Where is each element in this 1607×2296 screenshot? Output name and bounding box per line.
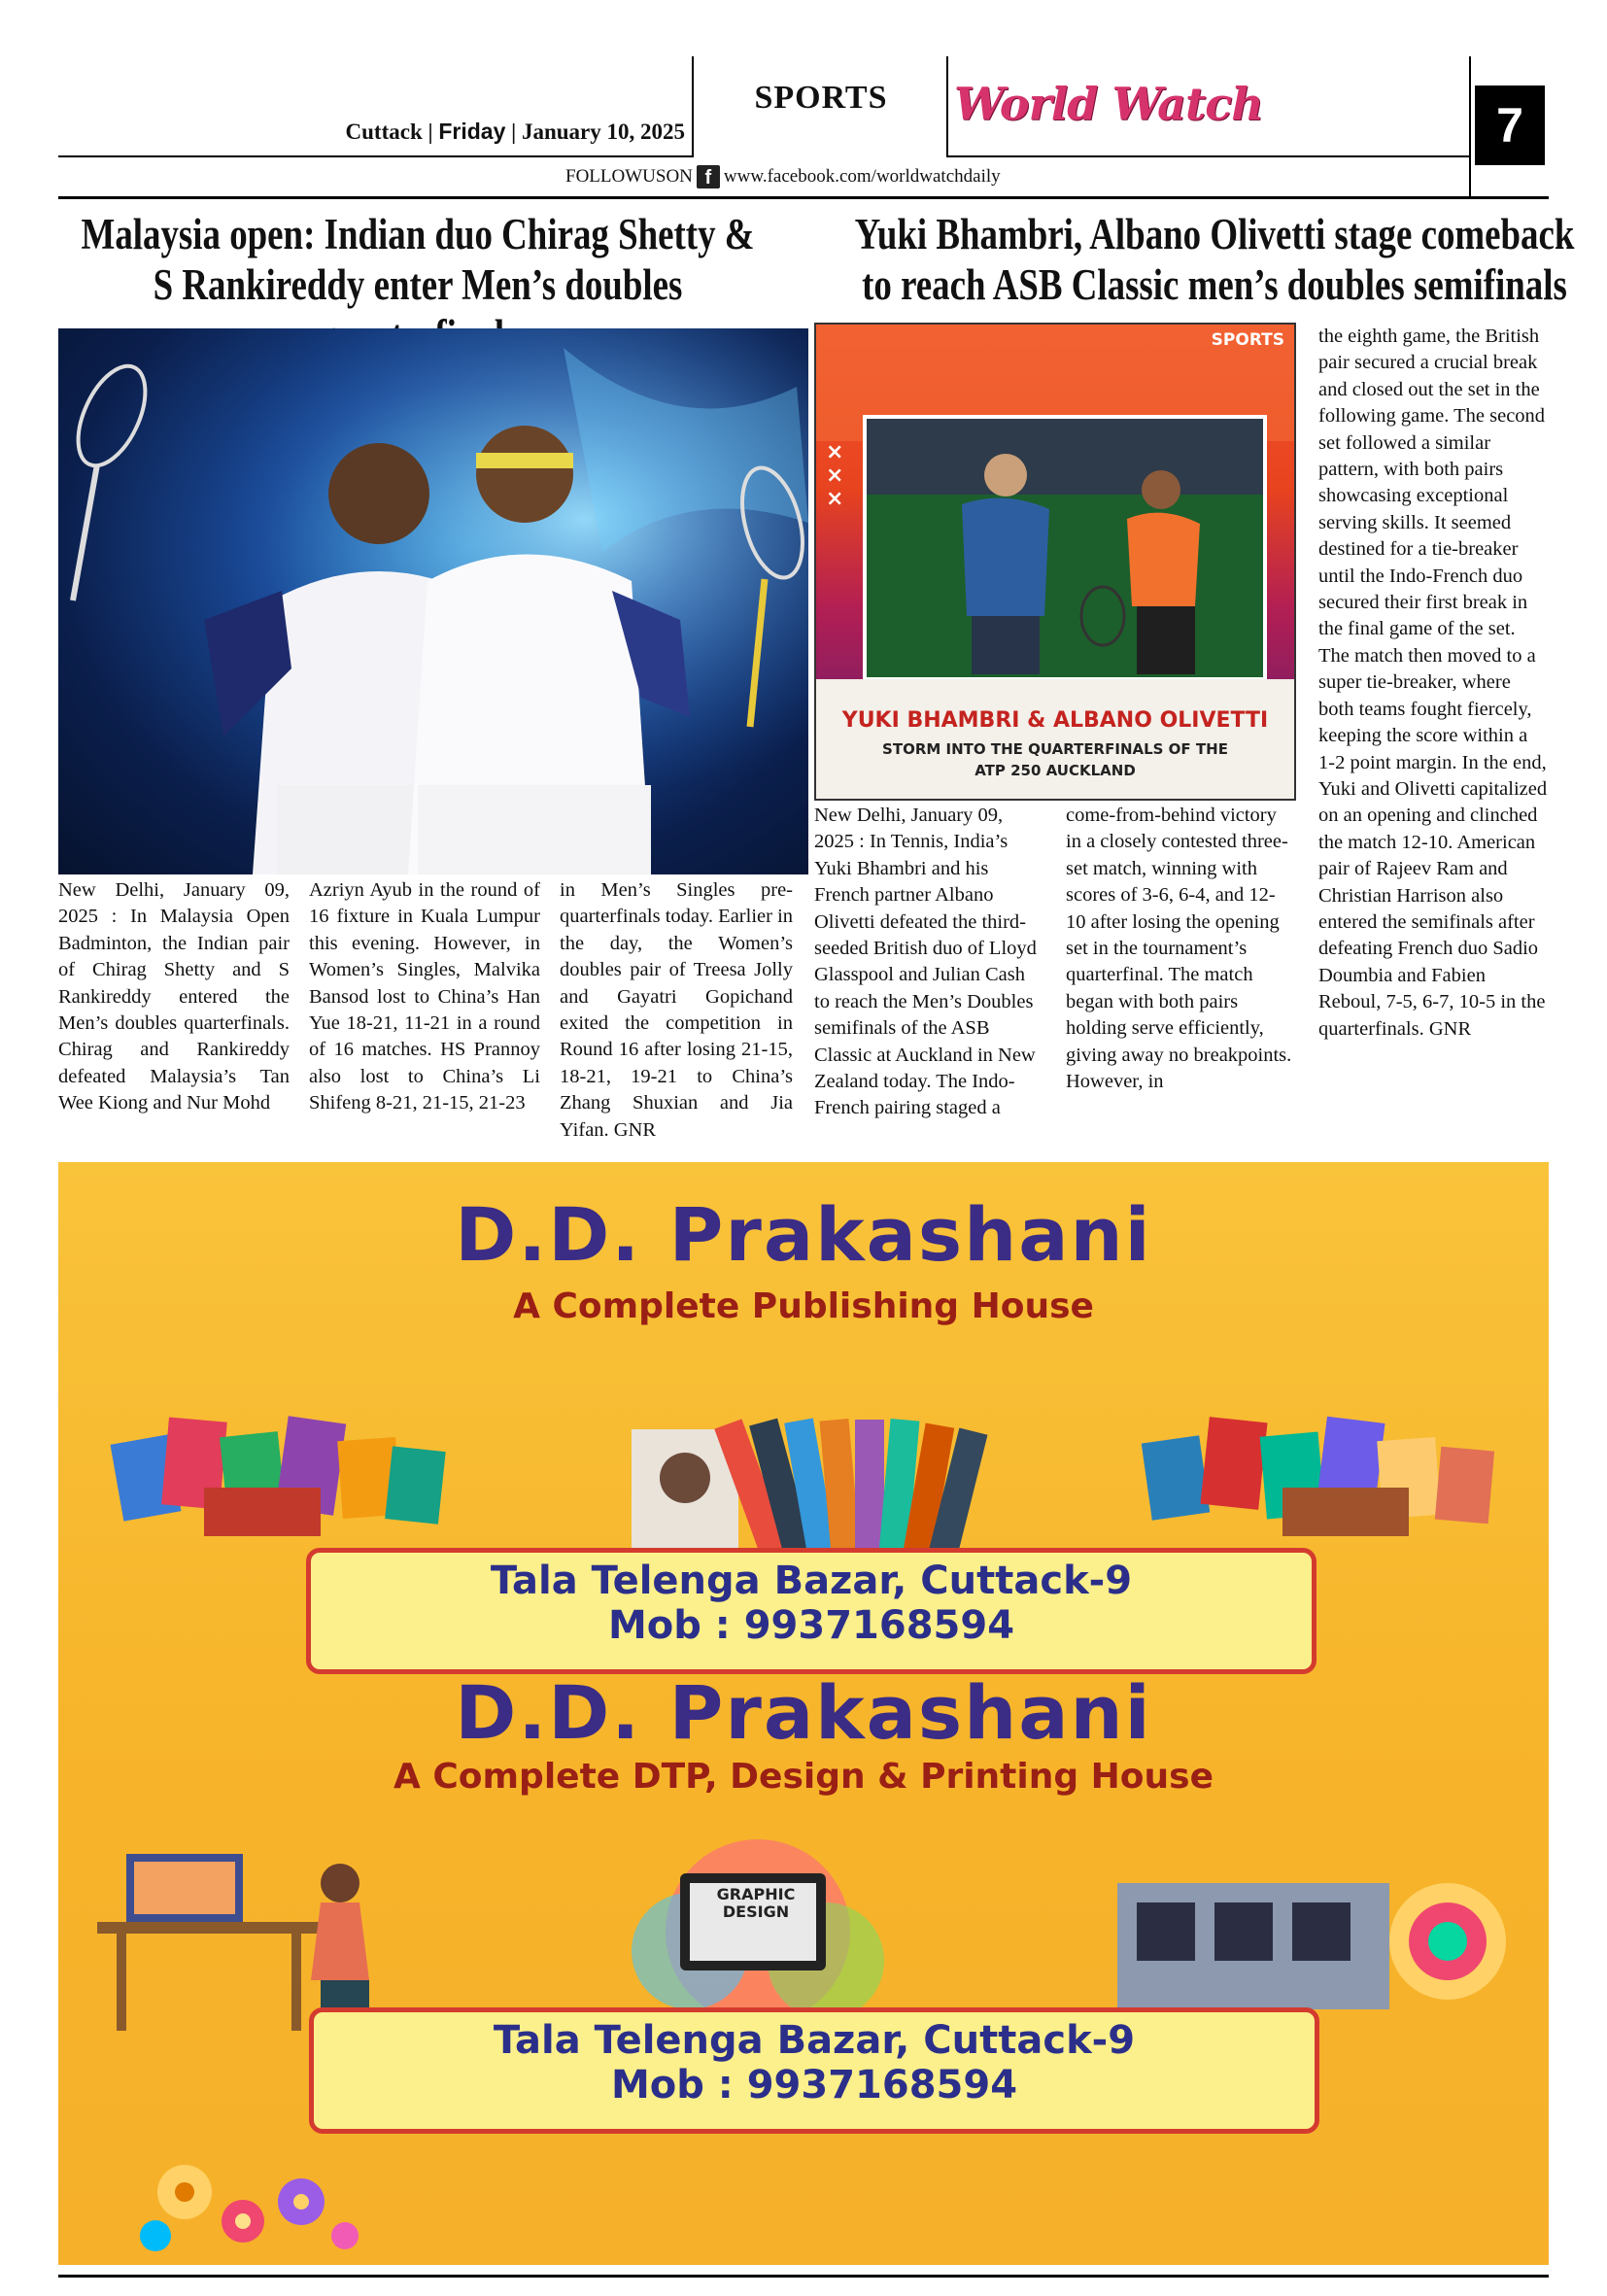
tennis-graphic — [814, 323, 1296, 801]
x-mark-3: × — [826, 487, 844, 511]
right-article-col-1: New Delhi, January 09, 2025 : In Tennis, India’s Yuki Bhambri and his French partner Albano Olivetti defeated the third-seeded British duo of Lloyd Glasspool and Julian Cash to reach the Men’s Doubles semifinals of the ASB Classic at Auckland in New Zealand today. The Indo-French pairing staged a — [814, 805, 1037, 1119]
dateline-date: January 10, 2025 — [521, 120, 685, 144]
printing-press-art — [1117, 1883, 1506, 2009]
brand-logo: World Watch — [954, 78, 1263, 130]
dateline-weekday: Friday — [438, 119, 506, 144]
masthead-divider-1 — [692, 56, 694, 157]
graphic-design-sign: GRAPHIC DESIGN — [716, 1885, 796, 1921]
dd-prakashani-advert — [58, 1162, 1549, 2265]
masthead-rule-top — [58, 155, 692, 157]
section-title: SPORTS — [754, 80, 888, 116]
graphic-subtitle-2: ATP 250 AUCKLAND — [974, 762, 1136, 779]
flowers-decoration — [126, 2134, 379, 2260]
advert-phone-2[interactable]: Mob : 9937168594 — [610, 2063, 1018, 2108]
x-marks — [826, 441, 843, 511]
right-article-col-2: come-from-behind victory in a closely contested three-set match, winning with scores of 3-6, 6-4, and 12-10 after losing the opening set in the tournament’s quarterfinal. The match began with both pairs holding serve efficiently, giving away no breakpoints. However, in — [1066, 805, 1292, 1093]
masthead-divider-3 — [1469, 56, 1471, 197]
masthead-divider-2 — [946, 56, 948, 157]
advert-phone-1[interactable]: Mob : 9937168594 — [607, 1603, 1015, 1648]
sports-badge: SPORTS — [1211, 330, 1284, 350]
facebook-link[interactable]: www.facebook.com/worldwatchdaily — [723, 166, 1001, 187]
graphic-title: YUKI BHAMBRI & ALBANO OLIVETTI — [841, 708, 1269, 733]
left-headline: Malaysia open: Indian duo Chirag Shetty & S Rankireddy enter Men’s doubles — [81, 210, 755, 309]
dateline-city: Cuttack — [345, 120, 423, 144]
badminton-players-photo — [58, 328, 808, 874]
advert-address-2: Tala Telenga Bazar, Cuttack-9 — [493, 2018, 1136, 2063]
advert-title-2: D.D. Prakashani — [455, 1669, 1152, 1756]
follow-line — [565, 165, 1001, 188]
right-headline: Yuki Bhambri, Albano Olivetti stage comeback to reach ASB Classic men’s doubles semifinals — [854, 210, 1575, 309]
right-article-side-column: the eighth game, the British pair secured a crucial break and closed out the set in the following game. The second set followed a similar pattern, with both pairs showcasing exceptional serving skills. It seemed destined for a tie-breaker until the Indo-French duo secured their first break in the final game of the set. The match then moved to a super tie-breaker, where both teams fought fiercely, keeping the score within a 1-2 point margin. In the end, Yuki and Olivetti capitalized on an opening and clinched the match 12-10. American pair of Rajeev Ram and Christian Harrison also entered the semifinals after defeating French duo Sadio Doumbia and Fabien Reboul, 7-5, 6-7, 10-5 in the quarterfinals. GNR — [1318, 326, 1548, 1040]
advert-subtitle-1: A Complete Publishing House — [513, 1286, 1094, 1326]
masthead-rule-right — [948, 155, 1469, 157]
left-article-col-1: New Delhi, January 09, 2025 : In Malaysia Open Badminton, the Indian pair of Chirag Shetty and S Rankireddy entered the Men’s doubles quarterfinals. Chirag and Rankireddy defeated Malaysia’s Tan Wee Kiong and Nur Mohd — [58, 879, 290, 1114]
page-bottom-rule — [58, 2275, 1549, 2278]
left-article-col-2: Azriyn Ayub in the round of 16 fixture in Kuala Lumpur this evening. However, in Women’s Singles, Malvika Bansod lost to China’s Han Yue 18-21, 11-21 in a round of 16 matches. HS Prannoy also lost to China’s Li Shifeng 8-21, 21-15, 21-23 — [309, 879, 540, 1114]
x-mark-2: × — [826, 463, 844, 488]
x-mark-1: × — [826, 440, 844, 464]
dateline: Cuttack | Friday | January 10, 2025 — [345, 119, 685, 144]
facebook-icon: f — [697, 165, 720, 188]
advert-contact-box-2 — [309, 2007, 1319, 2134]
graphic-design-splash-art — [632, 1839, 884, 2024]
left-article-col-3: in Men’s Singles pre-quarterfinals today. Earlier in the day, the Women’s doubles pair of Treesa Jolly and Gayatri Gopichand exited the competition in Round 16 after losing 21-15, 18-21, 19-21 to China’s Zhang Shuxian and Jia Yifan. GNR — [560, 879, 794, 1141]
page-number: 7 — [1475, 86, 1545, 165]
graphic-subtitle-1: STORM INTO THE QUARTERFINALS OF THE — [882, 740, 1228, 758]
follow-label: FOLLOWUSON — [565, 166, 693, 187]
advert-address-1: Tala Telenga Bazar, Cuttack-9 — [490, 1559, 1133, 1603]
advert-title-1: D.D. Prakashani — [455, 1191, 1152, 1278]
masthead-rule-bottom — [58, 196, 1549, 199]
books-and-magazines-art — [58, 1352, 1549, 1575]
advert-contact-box-1 — [306, 1548, 1316, 1674]
advert-subtitle-2: A Complete DTP, Design & Printing House — [393, 1757, 1214, 1797]
badminton-photo-art — [58, 328, 808, 874]
